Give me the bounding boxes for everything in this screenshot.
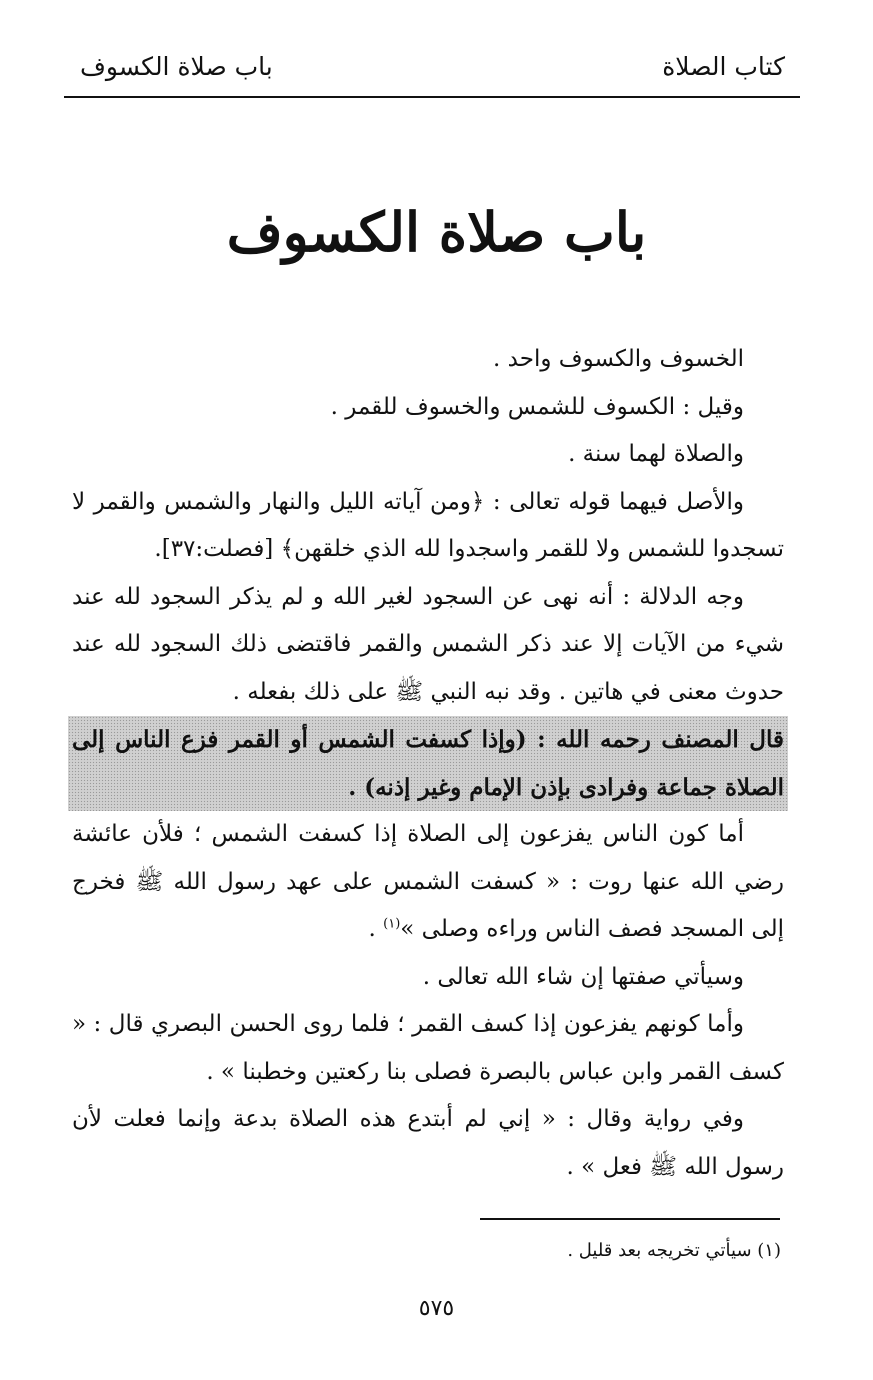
paragraph-sun-eclipse-text: أما كون الناس يفزعون إلى الصلاة إذا كسفت الشمس ؛ فلأن عائشة رضي الله عنها روت : « كسفت الشمس على عهد رسول الله ﷺ فخرج إلى المسجد فصف الناس وراءه وصلى »: [72, 821, 784, 942]
paragraph-ruling: والصلاة لهما سنة .: [568, 441, 744, 467]
paragraph-evidence: والأصل فيهما قوله تعالى : ﴿ومن آياته الليل والنهار والشمس والقمر لا تسجدوا للشمس ولا للقمر واسجدوا لله الذي خلقهن﴾ [فصلت:٣٧].: [72, 488, 784, 562]
paragraph-definition: الخسوف والكسوف واحد .: [493, 346, 744, 372]
running-header-chapter-title: باب صلاة الكسوف: [80, 52, 273, 81]
chapter-heading: باب صلاة الكسوف: [226, 200, 647, 264]
paragraph-moon-eclipse: وأما كونهم يفزعون إذا كسف القمر ؛ فلما روى الحسن البصري قال : « كسف القمر وابن عباس بالبصرة فصلى بنا ركعتين وخطبنا » .: [72, 1011, 784, 1085]
paragraph-sun-eclipse: [72, 811, 784, 954]
body-text: [72, 336, 784, 1191]
footnote-reference-tail: .: [368, 916, 384, 942]
author-text-highlight: قال المصنف رحمه الله : (وإذا كسفت الشمس أو القمر فزع الناس إلى الصلاة جماعة وفرادى بإذن الإمام وغير إذنه) .: [68, 716, 788, 811]
header-rule: [64, 96, 800, 98]
paragraph-alternate-definition: وقيل : الكسوف للشمس والخسوف للقمر .: [330, 393, 744, 420]
paragraph-reasoning: وجه الدلالة : أنه نهى عن السجود لغير الله و لم يذكر السجود لله عند شيء من الآيات إلا عند ذكر الشمس والقمر فاقتضى ذلك السجود لله عند حدوث معنى في هاتين . وقد نبه النبي ﷺ على ذلك بفعله .: [72, 583, 784, 705]
running-header-book-title: كتاب الصلاة: [662, 52, 785, 81]
footnote: (١) سيأتي تخريجه بعد قليل .: [567, 1240, 781, 1261]
paragraph-description-later: وسيأتي صفتها إن شاء الله تعالى .: [422, 963, 744, 990]
page-number: ٥٧٥: [418, 1296, 455, 1321]
paragraph-narration: وفي رواية وقال : « إني لم أبتدع هذه الصلاة بدعة وإنما فعلت لأن رسول الله ﷺ فعل » .: [72, 1106, 784, 1180]
footnote-reference: (١): [383, 916, 401, 932]
footnote-rule: [480, 1218, 780, 1220]
